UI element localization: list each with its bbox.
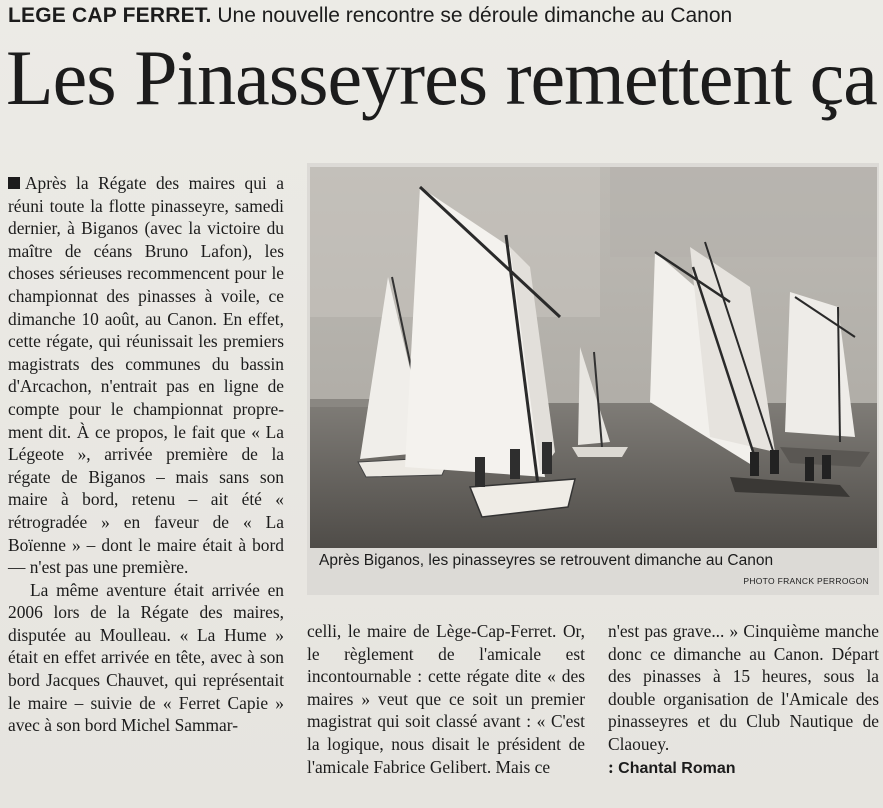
photo-caption: Après Biganos, les pinasseyres se retrouvent dimanche au Canon: [319, 552, 774, 569]
photo-credit: PHOTO FRANCK PERROGON: [743, 576, 869, 586]
paragraph-1: [8, 172, 284, 579]
sailboats-image: [310, 167, 877, 548]
sailing-photo: [310, 167, 877, 548]
column-3-text: n'est pas grave... » Cinquième manche donc ce dimanche au Canon. Départ des pinasses à 15 heures, sous la double organisation de l'Amicale des pinasseyres et du Club Nautique de Claouey.: [608, 621, 879, 754]
paragraph-2: La même aventure était arrivée en 2006 lors de la Régate des maires, disputée au Moulleau. « La Hume » était en effet arrivée en tête, avec à son bord Jacques Chauvet, qui représentait le maire – suivie de « Ferret Capie » avec à son bord Michel Sammar-: [8, 579, 284, 736]
author-name: Chantal Roman: [618, 759, 736, 777]
paragraph-bullet-icon: [8, 177, 20, 189]
article-column-1: [8, 172, 284, 737]
paragraph-1-text: Après la Régate des maires qui a réuni toute la flotte pinasseyre, samedi dernier, à Biganos (avec la victoire du maître de céans Bruno Lafon), les choses sérieuses recommencent pour le championnat des pinasses à voile, ce dimanche 10 août, au Canon. En effet, cette régate, qui réunissait les premiers magistrats des communes du bassin d'Arcachon, n'entrait pas en ligne de compte pour le championnat proprement dit. À ce propos, le fait que « La Légeote », arrivée première de la régate de Biganos – mais sans son maire à bord, retenu – ait été « rétrogradée » en faveur de « La Boïenne » – dont le maire était à bord — n'est pas une première.: [8, 173, 284, 578]
article-column-3: [608, 620, 879, 780]
article-column-2: [307, 620, 585, 778]
kicker: [8, 2, 878, 30]
photo-block: [307, 163, 879, 595]
headline: Les Pinasseyres remettent ça: [6, 34, 877, 121]
column-2-text: celli, le maire de Lège-Cap-Ferret. Or, le règlement de l'amicale est incontournable : cette régate dite « des maires » veut que ce soit un premier magistrat qui soit classé avant : « C'est la logique, nous disait le président de l'amicale Fabrice Gelibert. Mais ce: [307, 621, 585, 777]
byline-mark: :: [608, 756, 614, 777]
kicker-location: LEGE CAP FERRET.: [8, 4, 212, 27]
kicker-subtitle: Une nouvelle rencontre se déroule dimanche au Canon: [217, 4, 733, 27]
byline: [608, 756, 879, 781]
